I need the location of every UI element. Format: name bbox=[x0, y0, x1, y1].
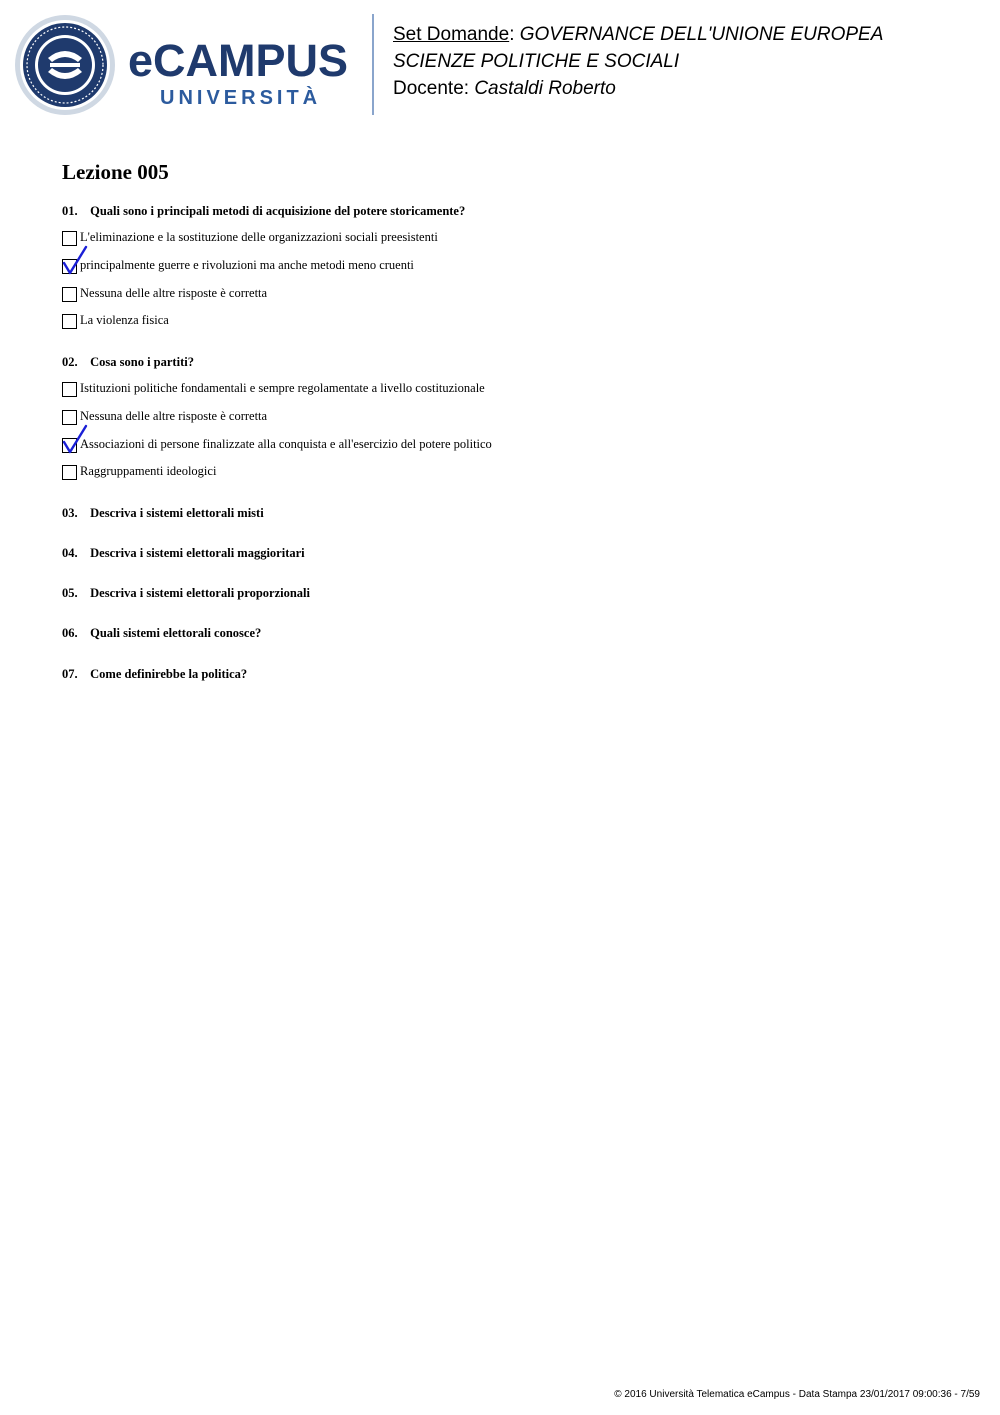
teacher-line bbox=[393, 75, 883, 102]
page-footer: © 2016 Università Telematica eCampus - Data Stampa 23/01/2017 09:00:36 - 7/59 bbox=[614, 1389, 980, 1400]
question-text: Cosa sono i partiti? bbox=[90, 355, 194, 369]
question-text: Quali sistemi elettorali conosce? bbox=[90, 626, 262, 640]
set-separator: : bbox=[509, 24, 515, 45]
checkbox[interactable] bbox=[62, 314, 77, 329]
checkbox[interactable] bbox=[62, 410, 77, 425]
question-number: 04. bbox=[62, 546, 78, 560]
answer-text: L'eliminazione e la sostituzione delle organizzazioni sociali preesistenti bbox=[80, 230, 438, 244]
question-heading bbox=[62, 586, 310, 601]
teacher-label: Docente: bbox=[393, 78, 470, 99]
ecampus-seal-logo bbox=[14, 14, 116, 116]
brand-name: eCAMPUS bbox=[128, 35, 349, 86]
question-heading bbox=[62, 204, 465, 219]
question-heading bbox=[62, 546, 305, 561]
header-divider bbox=[372, 14, 374, 115]
answer-text: La violenza fisica bbox=[80, 313, 169, 327]
set-subtitle-line bbox=[393, 48, 883, 75]
question-number: 07. bbox=[62, 667, 78, 681]
checkbox[interactable] bbox=[62, 465, 77, 480]
checkbox[interactable] bbox=[62, 231, 77, 246]
set-title: GOVERNANCE DELL'UNIONE EUROPEA bbox=[519, 24, 884, 45]
question-heading bbox=[62, 626, 261, 641]
question-number: 06. bbox=[62, 626, 78, 640]
answer-text: Nessuna delle altre risposte è corretta bbox=[80, 286, 268, 300]
question-number: 05. bbox=[62, 586, 78, 600]
checkbox[interactable] bbox=[62, 287, 77, 302]
checkbox[interactable] bbox=[62, 382, 77, 397]
question-text: Descriva i sistemi elettorali maggioritari bbox=[90, 546, 305, 560]
question-text: Descriva i sistemi elettorali misti bbox=[90, 506, 264, 520]
lesson-title: Lezione 005 bbox=[62, 160, 169, 184]
question-text: Come definirebbe la politica? bbox=[90, 667, 248, 681]
answer-text: Raggruppamenti ideologici bbox=[80, 464, 217, 478]
question-text: Descriva i sistemi elettorali proporzionali bbox=[90, 586, 310, 600]
question-number: 01. bbox=[62, 204, 78, 218]
teacher-name: Castaldi Roberto bbox=[474, 78, 616, 99]
question-text: Quali sono i principali metodi di acquisizione del potere storicamente? bbox=[90, 204, 466, 218]
header-info bbox=[393, 21, 883, 102]
question-number: 03. bbox=[62, 506, 78, 520]
set-line bbox=[393, 21, 883, 48]
brand-subtitle: UNIVERSITÀ bbox=[160, 87, 322, 109]
answer-text: Nessuna delle altre risposte è corretta bbox=[80, 409, 268, 423]
answer-text: Istituzioni politiche fondamentali e sempre regolamentate a livello costituzionale bbox=[80, 381, 485, 395]
set-label: Set Domande bbox=[393, 24, 510, 45]
answer-text: principalmente guerre e rivoluzioni ma anche metodi meno cruenti bbox=[80, 258, 414, 272]
question-heading bbox=[62, 506, 264, 521]
question-heading bbox=[62, 667, 247, 682]
set-subtitle: SCIENZE POLITICHE E SOCIALI bbox=[393, 51, 680, 72]
answer-text: Associazioni di persone finalizzate alla conquista e all'esercizio del potere politico bbox=[80, 437, 492, 451]
question-heading bbox=[62, 355, 194, 370]
question-number: 02. bbox=[62, 355, 78, 369]
